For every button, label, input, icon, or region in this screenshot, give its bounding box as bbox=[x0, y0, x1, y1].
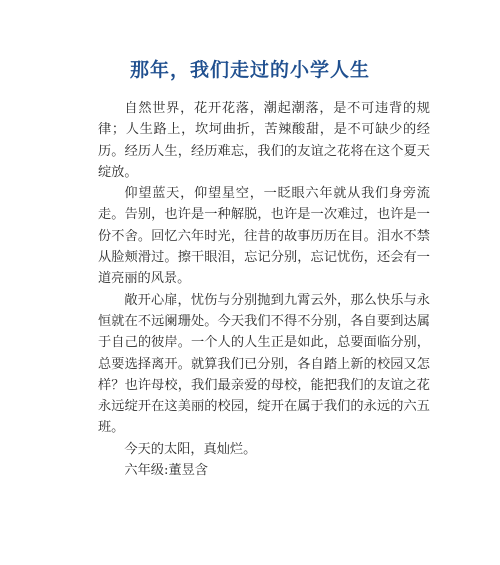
paragraph-3: 敞开心扉，忧伤与分别抛到九霄云外，那么快乐与永恒就在不远阑珊处。今天我们不得不分别，各自要到达属于自己的彼岸。一个人的人生正是如此，总要面临分别，总要选择离开。就算我们已分别，各自踏上新的校园又怎样？也许母校，我们最亲爱的母校，能把我们的友谊之花永远绽开在这美丽的校园，绽开在属于我们的永远的六五班。 bbox=[98, 292, 430, 436]
paragraph-1: 自然世界，花开花落，潮起潮落，是不可违背的规律；人生路上，坎坷曲折，苦辣酸甜，是不可缺少的经历。经历人生，经历难忘，我们的友谊之花将在这个夏天绽放。 bbox=[98, 101, 430, 180]
document-title: 那年，我们走过的小学人生 bbox=[129, 59, 370, 81]
document-body bbox=[98, 98, 430, 481]
paragraph-4: 今天的太阳，真灿烂。 bbox=[124, 441, 257, 457]
author-line: 六年级:董昱含 bbox=[124, 463, 208, 479]
paragraph-2: 仰望蓝天，仰望星空，一眨眼六年就从我们身旁流走。告别，也许是一种解脱，也许是一次难过，也许是一份不舍。回忆六年时光，往昔的故事历历在目。泪水不禁从脸颊滑过。擦干眼泪，忘记分别，忘记忧伤，还会有一道亮丽的风景。 bbox=[98, 186, 430, 287]
